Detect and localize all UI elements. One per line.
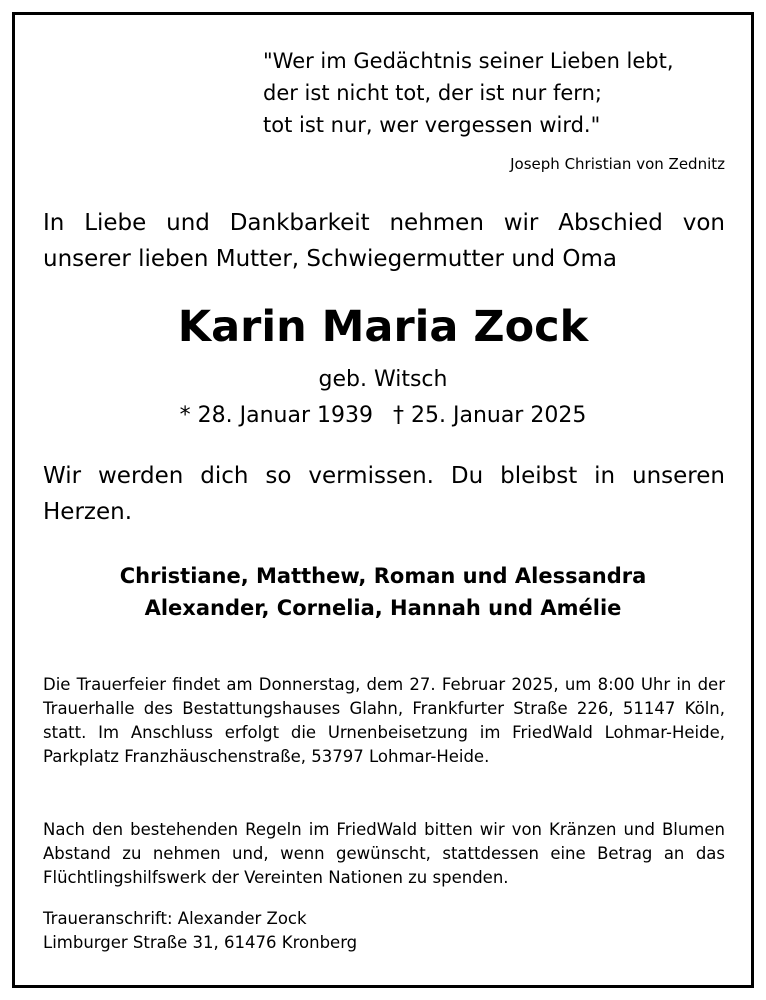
address-line: Limburger Straße 31, 61476 Kronberg — [43, 933, 358, 952]
life-dates — [15, 401, 751, 431]
quote-line: "Wer im Gedächtnis seiner Lieben lebt, — [263, 49, 674, 73]
quote-line: tot ist nur, wer vergessen wird." — [263, 113, 601, 137]
quote-author: Joseph Christian von Zednitz — [510, 155, 725, 173]
intro-text: In Liebe und Dankbarkeit nehmen wir Abschied von unserer lieben Mutter, Schwiegermutter und Oma — [43, 210, 725, 272]
quote-line: der ist nicht tot, der ist nur fern; — [263, 81, 602, 105]
mourning-address — [43, 907, 725, 955]
mourners-line: Alexander, Cornelia, Hannah und Amélie — [144, 596, 622, 620]
birth-date: * 28. Januar 1939 — [179, 403, 373, 428]
obituary-notice — [12, 12, 754, 988]
farewell-message: Wir werden dich so vermissen. Du bleibst in unseren Herzen. — [43, 463, 725, 525]
mourners-list — [15, 560, 751, 624]
memorial-quote — [263, 45, 733, 141]
birth-name: geb. Witsch — [318, 367, 448, 392]
mourners-line: Christiane, Matthew, Roman und Alessandra — [119, 564, 647, 588]
address-line: Traueranschrift: Alexander Zock — [43, 909, 307, 928]
deceased-name: Karin Maria Zock — [177, 302, 589, 352]
death-date: † 25. Januar 2025 — [393, 403, 587, 428]
service-details: Die Trauerfeier findet am Donnerstag, dem 27. Februar 2025, um 8:00 Uhr in der Trauerhalle des Bestattungshauses Glahn, Frankfurter Straße 226, 51147 Köln, statt. Im Anschluss erfolgt die Urnenbeisetzung im FriedWald Lohmar-Heide, Parkplatz Franzhäuschenstraße, 53797 Lohmar-Heide. — [43, 675, 725, 766]
donation-request: Nach den bestehenden Regeln im FriedWald bitten wir von Kränzen und Blumen Abstand zu nehmen und, wenn gewünscht, stattdessen eine Betrag an das Flüchtlingshilfswerk der Vereinten Nationen zu spenden. — [43, 820, 725, 887]
